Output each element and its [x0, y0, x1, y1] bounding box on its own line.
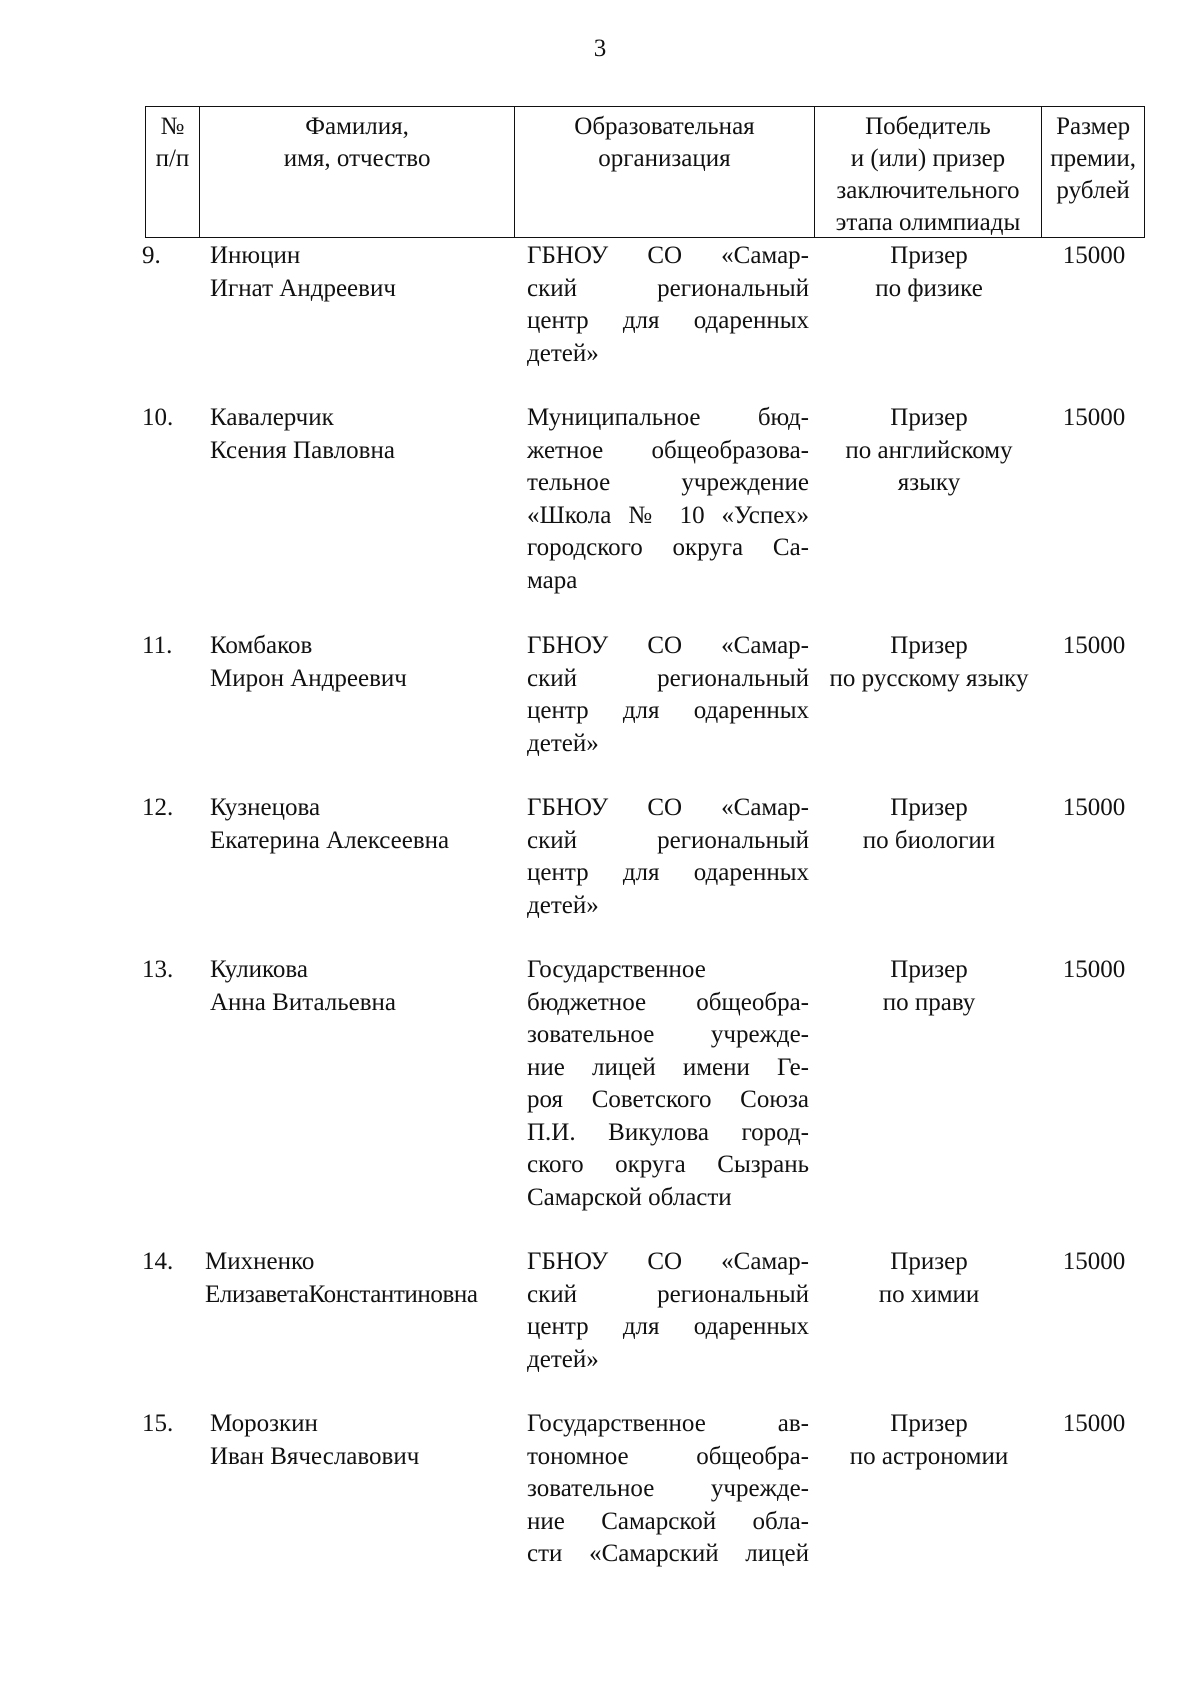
given-name: Игнат Андреевич — [210, 274, 396, 302]
prize-amount: 15000 — [1062, 1410, 1126, 1437]
award-line: Призер — [890, 1410, 968, 1437]
award — [815, 630, 1043, 695]
given-name: Анна Витальевна — [210, 988, 397, 1016]
row-number: 11. — [142, 632, 173, 659]
organization — [527, 1246, 809, 1376]
surname: Комбаков — [210, 632, 313, 659]
award — [815, 1408, 1043, 1473]
org-line: Муниципальное бюд- — [527, 404, 809, 431]
row-number: 15. — [142, 1410, 174, 1437]
full-name — [210, 402, 395, 467]
org-line: детей» — [527, 729, 599, 757]
award-line: Призер — [890, 242, 968, 269]
given-name: Екатерина Алексеевна — [210, 826, 450, 854]
full-name — [210, 954, 396, 1019]
given-name: Ксения Павловна — [210, 436, 395, 464]
organization — [527, 1408, 809, 1571]
award — [815, 954, 1043, 1019]
header-text: Образовательная — [574, 113, 755, 140]
org-line: Самарской области — [527, 1183, 732, 1211]
award-line: Призер — [890, 404, 968, 431]
header-number — [146, 107, 200, 237]
org-line: детей» — [527, 1345, 599, 1373]
surname: Куликова — [210, 956, 308, 983]
header-full-name — [200, 107, 515, 237]
prize-amount: 15000 — [1062, 956, 1126, 983]
organization — [527, 630, 809, 760]
award — [815, 402, 1043, 500]
org-line: ние Самарской обла- — [527, 1507, 809, 1535]
org-line: ский региональный — [527, 1280, 809, 1308]
table-header — [145, 106, 1145, 238]
award-line: по астрономии — [849, 1442, 1009, 1470]
award-line: по химии — [878, 1280, 980, 1308]
header-text: п/п — [155, 145, 190, 172]
org-line: ГБНОУ СО «Самар- — [527, 794, 809, 821]
award-line: Призер — [890, 956, 968, 983]
org-line: «Школа № 10 «Успех» — [527, 501, 809, 529]
org-line: ский региональный — [527, 826, 809, 854]
org-line: П.И. Викулова город- — [527, 1118, 809, 1146]
page-number: 3 — [593, 35, 607, 62]
award-line: по праву — [882, 988, 976, 1016]
full-name — [210, 630, 407, 695]
header-text: организация — [598, 145, 731, 172]
org-line: центр для одаренных — [527, 1313, 809, 1340]
given-name: Мирон Андреевич — [210, 664, 407, 692]
prize-amount: 15000 — [1062, 794, 1126, 821]
org-line: тономное общеобра- — [527, 1442, 809, 1470]
org-line: центр для одаренных — [527, 307, 809, 334]
surname: Кавалерчик — [210, 404, 334, 431]
prize-amount: 15000 — [1062, 632, 1126, 659]
surname: Морозкин — [210, 1410, 318, 1437]
org-line: детей» — [527, 339, 599, 367]
award — [815, 792, 1043, 857]
award-line: по биологии — [862, 826, 996, 854]
organization — [527, 792, 809, 922]
award-line: Призер — [890, 1248, 968, 1275]
org-line: городского округа Са- — [527, 534, 809, 561]
org-line: ГБНОУ СО «Самар- — [527, 1248, 809, 1275]
org-line: ский региональный — [527, 274, 809, 302]
org-line: бюджетное общеобра- — [527, 988, 809, 1016]
header-prize-amount — [1042, 107, 1144, 237]
org-line: тельное учреждение — [527, 469, 809, 496]
org-line: детей» — [527, 891, 599, 919]
header-text: этапа олимпиады — [835, 209, 1021, 236]
org-line: мара — [527, 566, 578, 594]
org-line: ние лицей имени Ге- — [527, 1053, 809, 1081]
prize-amount: 15000 — [1062, 1248, 1126, 1275]
full-name — [210, 240, 396, 305]
org-line: ский региональный — [527, 664, 809, 692]
org-line: зовательное учрежде- — [527, 1021, 809, 1048]
header-text: и (или) призер — [850, 145, 1006, 172]
award-line: языку — [897, 469, 961, 496]
given-name: ЕлизаветаКонстантиновна — [205, 1280, 478, 1308]
award-line: Призер — [890, 632, 968, 659]
surname: Инюцин — [210, 242, 301, 269]
header-text: премии, — [1050, 145, 1137, 172]
header-text: № — [160, 113, 185, 140]
award-line: по английскому — [845, 436, 1013, 464]
org-line: ГБНОУ СО «Самар- — [527, 242, 809, 269]
org-line: ского округа Сызрань — [527, 1151, 809, 1178]
surname: Михненко — [205, 1248, 315, 1275]
org-line: ГБНОУ СО «Самар- — [527, 632, 809, 659]
org-line: центр для одаренных — [527, 859, 809, 886]
org-line: жетное общеобразова- — [527, 436, 809, 464]
org-line: Государственное — [527, 956, 706, 983]
header-text: Фамилия, — [305, 113, 409, 140]
award — [815, 1246, 1043, 1311]
row-number: 10. — [142, 404, 174, 431]
header-organization — [515, 107, 814, 237]
award-line: по физике — [875, 274, 983, 302]
full-name — [210, 792, 449, 857]
header-text: имя, отчество — [283, 145, 431, 172]
organization — [527, 954, 809, 1214]
organization — [527, 240, 809, 370]
row-number: 13. — [142, 956, 174, 983]
header-text: Победитель — [865, 113, 991, 140]
org-line: центр для одаренных — [527, 697, 809, 724]
header-text: заключительного — [836, 177, 1020, 204]
prize-amount: 15000 — [1062, 242, 1126, 269]
given-name: Иван Вячеславович — [210, 1442, 420, 1470]
org-line: Государственное ав- — [527, 1410, 809, 1437]
row-number: 9. — [142, 242, 161, 269]
full-name — [210, 1408, 419, 1473]
prize-amount: 15000 — [1062, 404, 1126, 431]
row-number: 12. — [142, 794, 174, 821]
row-number: 14. — [142, 1248, 174, 1275]
full-name — [205, 1246, 478, 1311]
org-line: сти «Самарский лицей — [527, 1540, 809, 1567]
header-text: рублей — [1056, 177, 1130, 204]
organization — [527, 402, 809, 597]
org-line: роя Советского Союза — [527, 1086, 809, 1113]
surname: Кузнецова — [210, 794, 321, 821]
org-line: зовательное учрежде- — [527, 1475, 809, 1502]
award-line: Призер — [890, 794, 968, 821]
header-text: Размер — [1056, 113, 1131, 140]
header-winner — [815, 107, 1043, 237]
award-line: по русскому языку — [829, 664, 1029, 692]
award — [815, 240, 1043, 305]
